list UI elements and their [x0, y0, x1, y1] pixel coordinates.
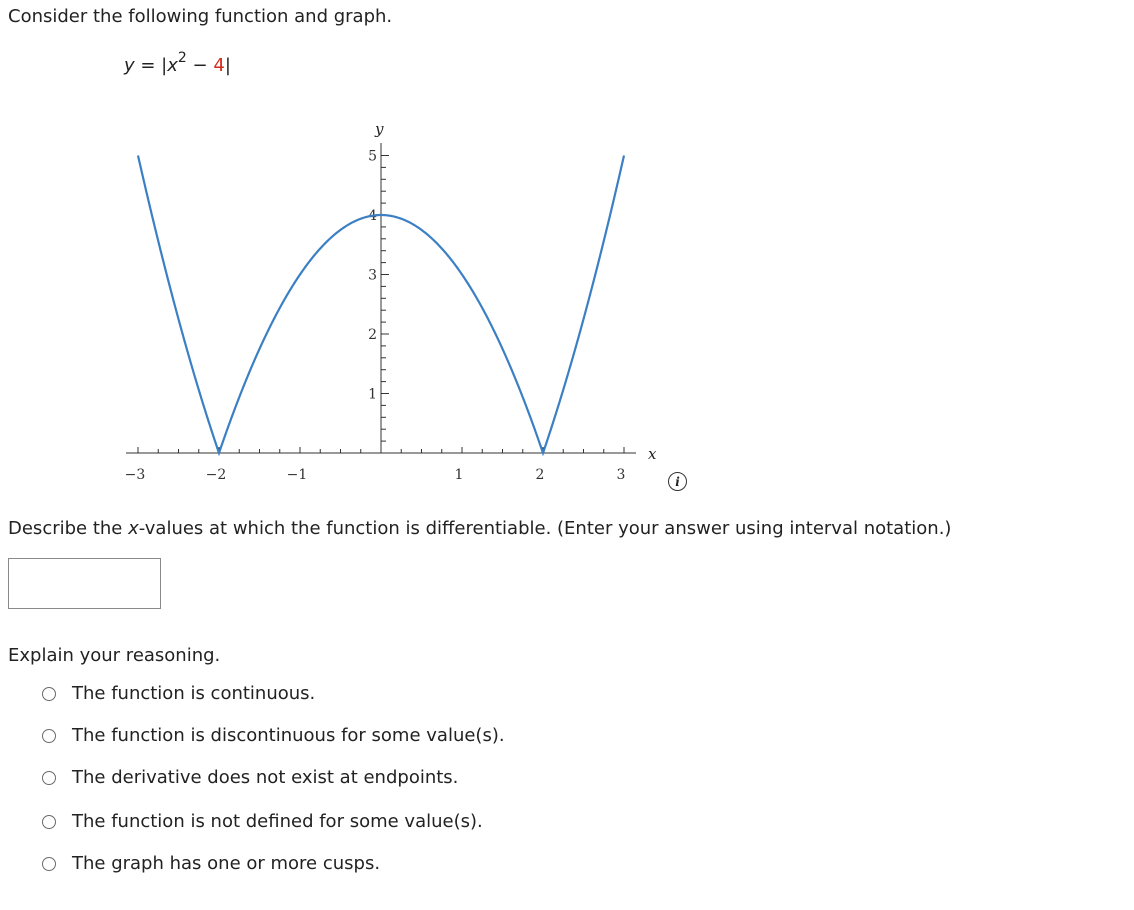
option-label: The graph has one or more cusps.: [72, 853, 381, 874]
y-axis-label: y: [375, 120, 384, 138]
radio-button[interactable]: [42, 771, 56, 785]
answer-input[interactable]: [8, 558, 161, 609]
option-not-defined[interactable]: [42, 811, 483, 832]
option-label: The function is discontinuous for some value(s).: [72, 725, 505, 746]
x-tick-label: 1: [454, 467, 464, 483]
option-label: The function is not defined for some value(s).: [72, 811, 483, 832]
x-tick-label: −1: [286, 467, 308, 483]
x-tick-label: −2: [205, 467, 227, 483]
x-tick-label: −3: [124, 467, 146, 483]
radio-button[interactable]: [42, 729, 56, 743]
x-tick-label: 2: [535, 467, 545, 483]
option-derivative-endpoints[interactable]: [42, 767, 458, 788]
equation-lhs: y: [124, 55, 135, 76]
question-after: -values at which the function is differentiable. (Enter your answer using interval notation.): [138, 518, 952, 539]
y-tick-label: 2: [368, 327, 377, 343]
equation-close: |: [224, 55, 231, 76]
y-tick-label: 1: [368, 386, 377, 403]
equation-exponent: 2: [177, 50, 187, 66]
function-graph: [0, 0, 720, 500]
question-before: Describe the: [8, 518, 129, 539]
option-label: The function is continuous.: [72, 683, 316, 704]
y-tick-label: 4: [368, 208, 377, 224]
x-axis-label: x: [648, 445, 657, 463]
info-icon[interactable]: i: [668, 472, 687, 491]
explain-label: Explain your reasoning.: [8, 645, 221, 666]
y-tick-label: 3: [368, 267, 377, 284]
equation-operator: −: [186, 55, 214, 76]
radio-button[interactable]: [42, 857, 56, 871]
question-var: x: [128, 518, 139, 539]
x-tick-label: 3: [616, 467, 626, 483]
equation-eq: = |: [134, 55, 168, 76]
option-continuous[interactable]: [42, 683, 315, 704]
radio-button[interactable]: [42, 815, 56, 829]
option-cusps[interactable]: [42, 853, 380, 874]
equation-var: x: [167, 55, 178, 76]
radio-button[interactable]: [42, 687, 56, 701]
option-discontinuous[interactable]: [42, 725, 505, 746]
option-label: The derivative does not exist at endpoints.: [72, 767, 459, 788]
question-text: [8, 518, 951, 539]
intro-text: Consider the following function and graph.: [8, 6, 393, 27]
y-tick-label: 5: [368, 148, 377, 165]
equation-constant: 4: [213, 55, 225, 76]
